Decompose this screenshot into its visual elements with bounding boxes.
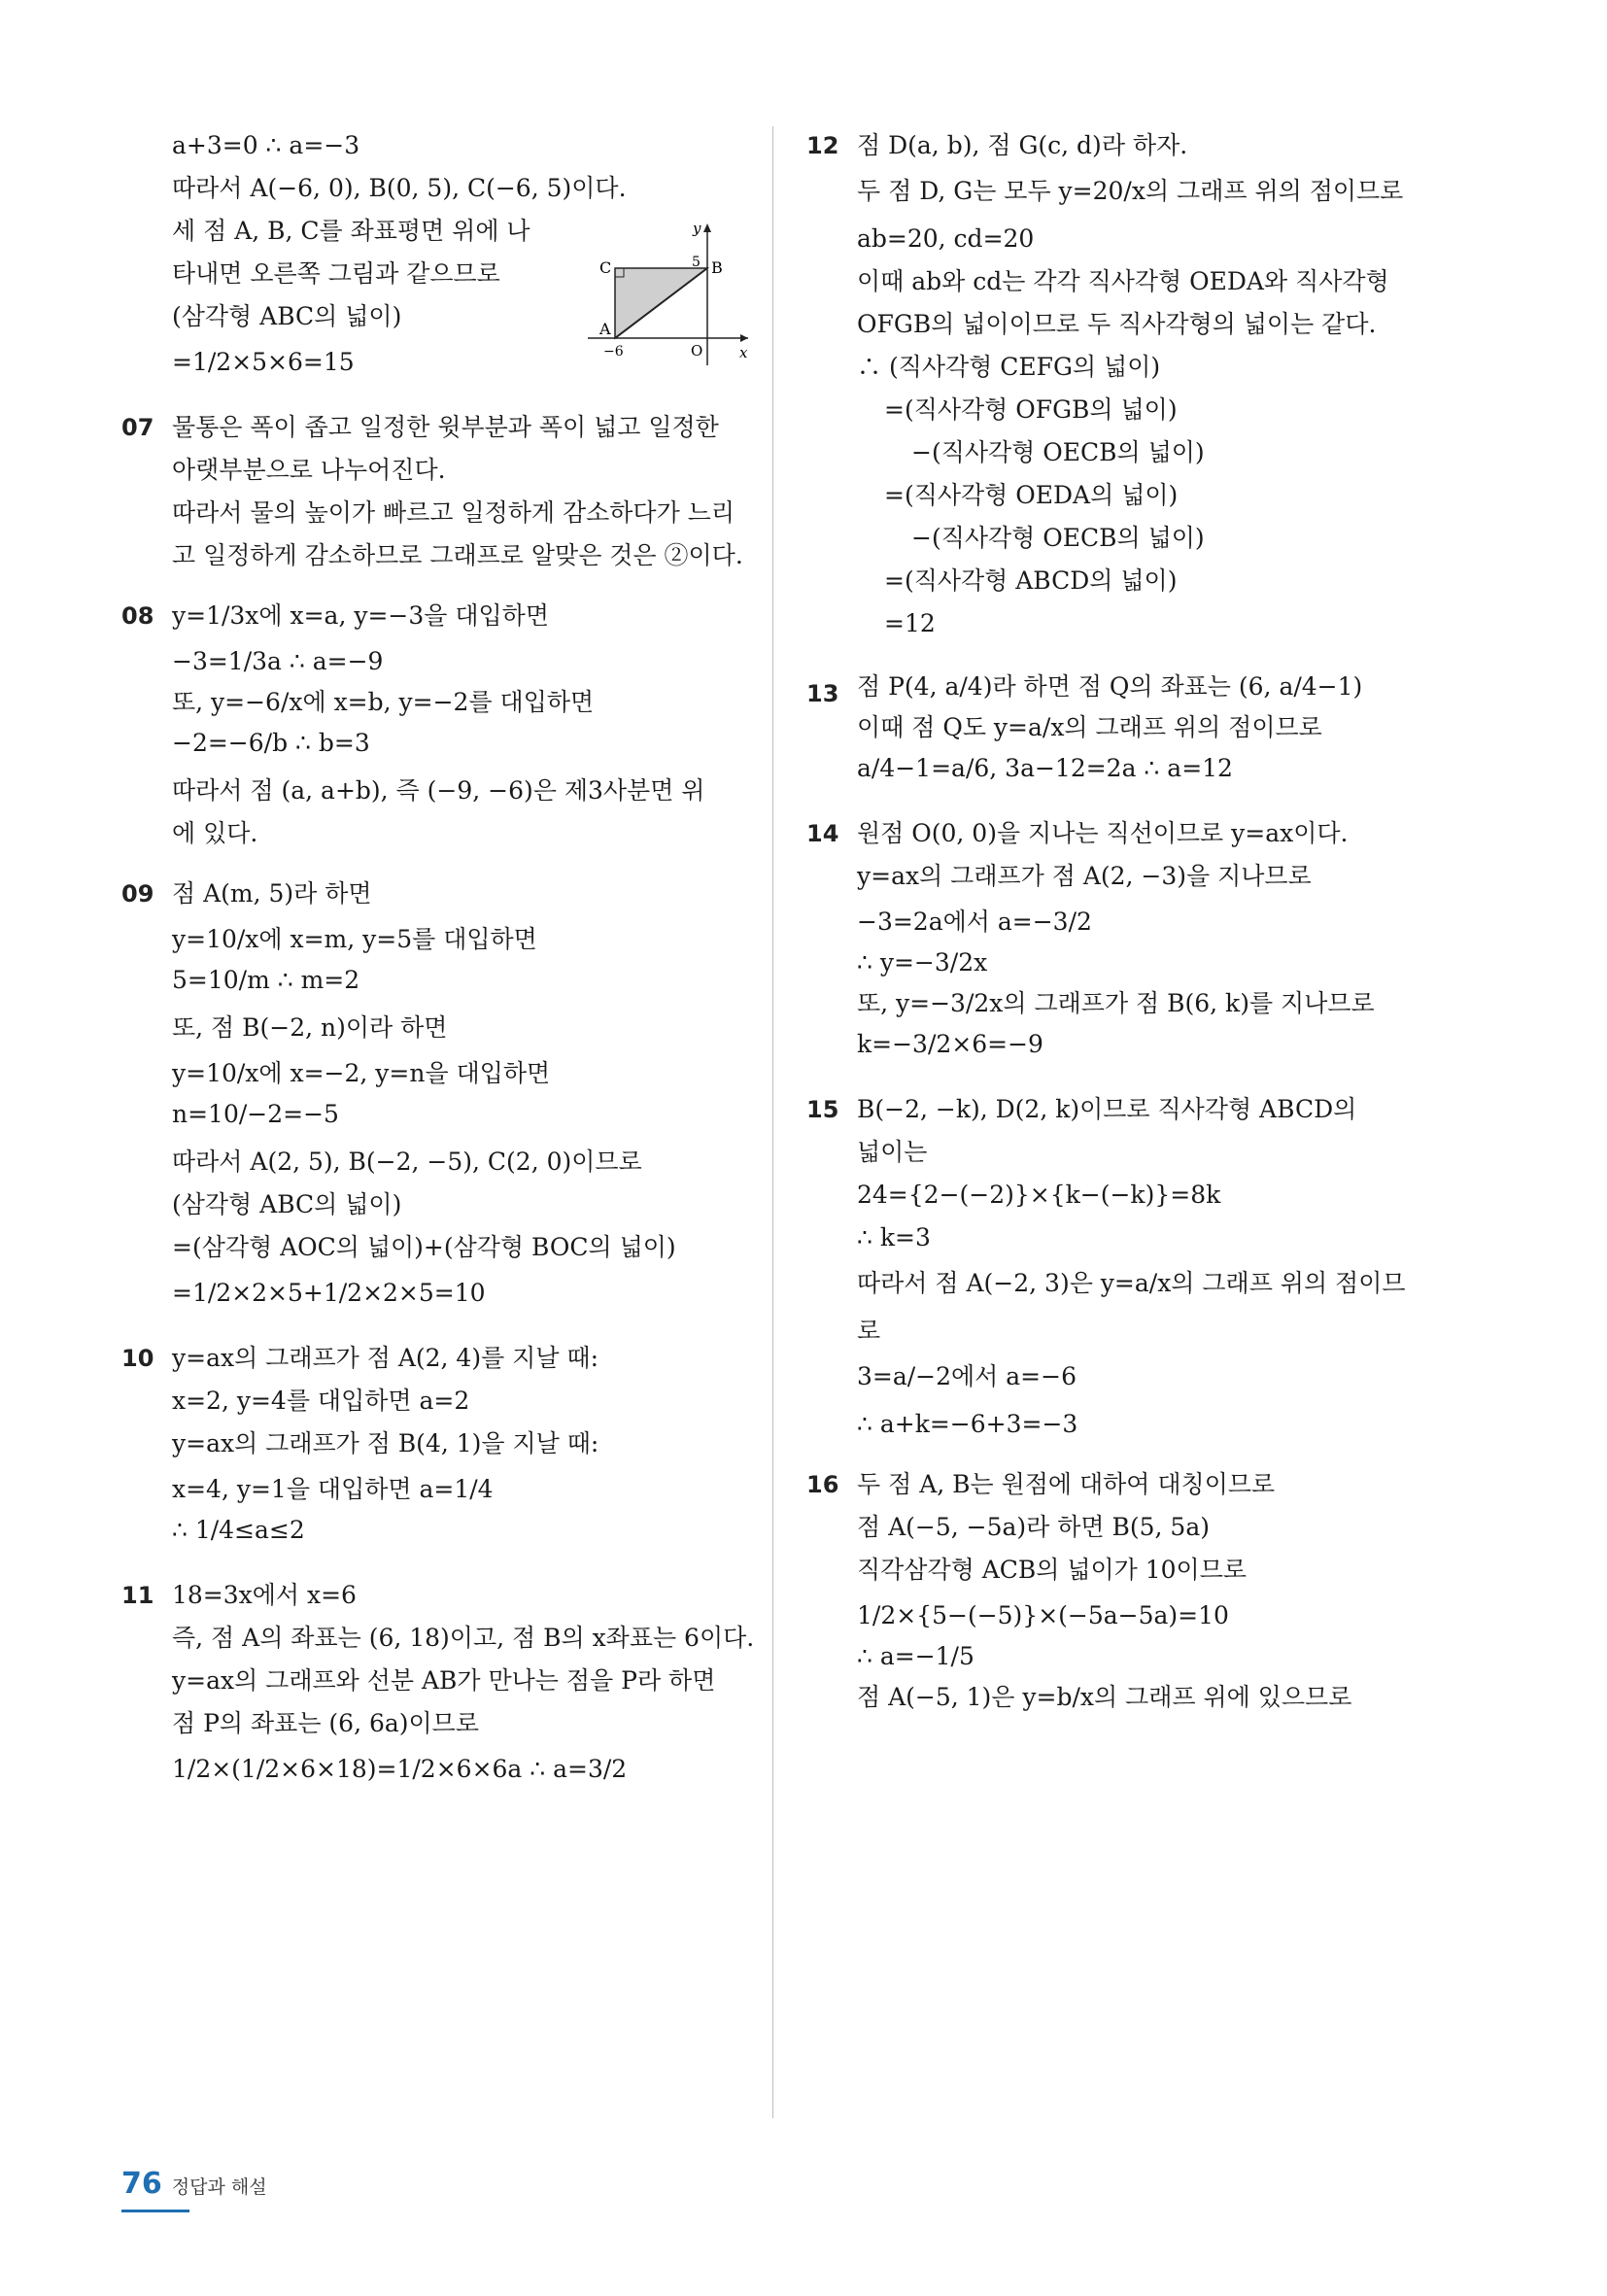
tick-label-neg6: −6 xyxy=(603,344,624,360)
problem-15 xyxy=(806,1088,1448,1446)
solution-line: 점 P의 좌표는 (6, 6a)이므로 xyxy=(172,1709,479,1737)
solution-line: 타내면 오른쪽 그림과 같으므로 xyxy=(172,259,500,288)
y-axis-arrow xyxy=(703,223,711,232)
problem-number: 07 xyxy=(121,414,154,441)
solution-line: y=1/3x에 x=a, y=−3을 대입하면 xyxy=(172,601,549,630)
solution-line: B(−2, −k), D(2, k)이므로 직사각형 ABCD의 xyxy=(857,1095,1357,1123)
solution-line: −(직사각형 OECB의 넓이) xyxy=(911,438,1205,466)
solution-line: 즉, 점 A의 좌표는 (6, 18)이고, 점 B의 x좌표는 6이다. xyxy=(172,1624,755,1652)
solution-line: ∴ a=−1/5 xyxy=(857,1642,974,1670)
page-footer xyxy=(121,2167,267,2201)
solution-line: 점 A(m, 5)라 하면 xyxy=(172,879,372,908)
solution-line: a/4−1=a/6, 3a−12=2a ∴ a=12 xyxy=(857,754,1233,782)
solution-line: 3=a/−2에서 a=−6 xyxy=(857,1362,1077,1390)
solution-line: −2=−6/b ∴ b=3 xyxy=(172,729,370,757)
solution-line: 에 있다. xyxy=(172,819,258,847)
solution-line: 두 점 A, B는 원점에 대하여 대칭이므로 xyxy=(857,1470,1276,1498)
solution-line: −(직사각형 OECB의 넓이) xyxy=(911,524,1205,552)
solution-line: 물통은 폭이 좁고 일정한 윗부분과 폭이 넓고 일정한 xyxy=(172,413,719,441)
column-divider xyxy=(772,126,773,2118)
point-label-a: A xyxy=(599,320,611,338)
solution-line: =1/2×5×6=15 xyxy=(172,348,355,376)
triangle-abc-figure xyxy=(578,222,753,367)
problem-number: 10 xyxy=(121,1345,154,1372)
solution-line: 따라서 점 (a, a+b), 즉 (−9, −6)은 제3사분면 위 xyxy=(172,776,705,805)
solution-line: (삼각형 ABC의 넓이) xyxy=(172,1190,402,1218)
solution-line: ∴ a+k=−6+3=−3 xyxy=(857,1410,1078,1438)
problem-number: 13 xyxy=(806,680,839,707)
right-column xyxy=(806,124,1448,1724)
solution-line: −3=2a에서 a=−3/2 xyxy=(857,908,1092,936)
solution-line: y=10/x에 x=−2, y=n을 대입하면 xyxy=(172,1059,551,1087)
solution-line: y=ax의 그래프가 점 B(4, 1)을 지날 때: xyxy=(172,1429,599,1457)
x-axis-label: x xyxy=(739,344,748,361)
solution-line: 점 D(a, b), 점 G(c, d)라 하자. xyxy=(857,131,1188,159)
solution-line: 로 xyxy=(857,1317,881,1345)
solution-line: 따라서 점 A(−2, 3)은 y=a/x의 그래프 위의 점이므 xyxy=(857,1269,1406,1297)
solution-line: n=10/−2=−5 xyxy=(172,1100,339,1128)
solution-line: ab=20, cd=20 xyxy=(857,224,1035,253)
solution-line: 또, y=−6/x에 x=b, y=−2를 대입하면 xyxy=(172,688,595,716)
solution-line: ∴ y=−3/2x xyxy=(857,948,988,977)
left-column xyxy=(121,124,755,1796)
problem-12 xyxy=(806,124,1448,645)
point-label-b: B xyxy=(711,258,723,277)
problem-09 xyxy=(121,873,743,1308)
solution-line: 점 A(−5, −5a)라 하면 B(5, 5a) xyxy=(857,1513,1210,1541)
solution-line: 따라서 물의 높이가 빠르고 일정하게 감소하다가 느리 xyxy=(172,498,735,527)
solution-line: 넓이는 xyxy=(857,1138,928,1166)
solution-line: ∴ 1/4≤a≤2 xyxy=(172,1516,305,1544)
solution-line: 또, y=−3/2x의 그래프가 점 B(6, k)를 지나므로 xyxy=(857,989,1375,1017)
solution-line: x=2, y=4를 대입하면 a=2 xyxy=(172,1387,470,1415)
solution-line: y=10/x에 x=m, y=5를 대입하면 xyxy=(172,925,537,953)
solution-line: =12 xyxy=(884,609,936,637)
solution-line: y=ax의 그래프와 선분 AB가 만나는 점을 P라 하면 xyxy=(172,1666,716,1695)
solution-line: 24={2−(−2)}×{k−(−k)}=8k xyxy=(857,1181,1221,1209)
solution-line: =1/2×2×5+1/2×2×5=10 xyxy=(172,1279,486,1307)
solution-line: 이때 점 Q도 y=a/x의 그래프 위의 점이므로 xyxy=(857,713,1322,741)
solution-line: k=−3/2×6=−9 xyxy=(857,1030,1043,1058)
problem-16 xyxy=(806,1463,1448,1712)
origin-label: O xyxy=(691,342,703,360)
problem-11 xyxy=(121,1574,755,1784)
solution-line: y=ax의 그래프가 점 A(2, −3)을 지나므로 xyxy=(857,862,1312,890)
solution-line: 18=3x에서 x=6 xyxy=(172,1581,357,1609)
solution-line: 두 점 D, G는 모두 y=20/x의 그래프 위의 점이므로 xyxy=(857,177,1404,205)
tick-label-5: 5 xyxy=(692,255,701,270)
solution-line: 점 P(4, a/4)라 하면 점 Q의 좌표는 (6, a/4−1) xyxy=(857,672,1363,701)
solution-line: −3=1/3a ∴ a=−9 xyxy=(172,647,384,675)
solution-line: =(삼각형 AOC의 넓이)+(삼각형 BOC의 넓이) xyxy=(172,1233,676,1261)
solution-line: 세 점 A, B, C를 좌표평면 위에 나 xyxy=(172,217,530,245)
page-number: 76 xyxy=(121,2167,162,2201)
x-axis-arrow xyxy=(740,334,748,342)
solution-line: =(직사각형 OFGB의 넓이) xyxy=(884,395,1178,424)
problem-14 xyxy=(806,812,1448,1059)
solution-line: 또, 점 B(−2, n)이라 하면 xyxy=(172,1013,448,1042)
problem-number: 14 xyxy=(806,820,839,847)
solution-line: (삼각형 ABC의 넓이) xyxy=(172,302,402,330)
solution-line: 따라서 A(2, 5), B(−2, −5), C(2, 0)이므로 xyxy=(172,1148,642,1176)
solution-line: a+3=0 ∴ a=−3 xyxy=(172,131,360,159)
footer-title: 정답과 해설 xyxy=(171,2176,267,2198)
solution-line: 따라서 A(−6, 0), B(0, 5), C(−6, 5)이다. xyxy=(172,174,627,202)
solution-line: 원점 O(0, 0)을 지나는 직선이므로 y=ax이다. xyxy=(857,819,1349,847)
y-axis-label: y xyxy=(693,222,701,237)
solution-line: ∴ k=3 xyxy=(857,1223,931,1251)
solution-line: 직각삼각형 ACB의 넓이가 10이므로 xyxy=(857,1556,1248,1584)
solution-line: 5=10/m ∴ m=2 xyxy=(172,966,360,994)
problem-number: 11 xyxy=(121,1582,154,1609)
solution-line: =(직사각형 OEDA의 넓이) xyxy=(884,481,1179,509)
solution-line: 1/2×{5−(−5)}×(−5a−5a)=10 xyxy=(857,1601,1229,1629)
solution-line: 이때 ab와 cd는 각각 직사각형 OEDA와 직사각형 xyxy=(857,267,1389,295)
problem-07 xyxy=(121,406,743,577)
solution-line: 아랫부분으로 나누어진다. xyxy=(172,456,446,484)
solution-line: 고 일정하게 감소하므로 그래프로 알맞은 것은 ②이다. xyxy=(172,541,743,569)
solution-line: y=ax의 그래프가 점 A(2, 4)를 지날 때: xyxy=(172,1344,598,1372)
problem-08 xyxy=(121,595,743,855)
solution-line: OFGB의 넓이이므로 두 직사각형의 넓이는 같다. xyxy=(857,310,1377,338)
problem-number: 12 xyxy=(806,132,839,159)
solution-line: =(직사각형 ABCD의 넓이) xyxy=(884,566,1178,595)
problem-number: 15 xyxy=(806,1096,839,1123)
solution-continued xyxy=(121,124,748,377)
solution-line: x=4, y=1을 대입하면 a=1/4 xyxy=(172,1475,494,1503)
footer-rule xyxy=(121,2210,189,2212)
problem-number: 08 xyxy=(121,602,154,630)
problem-number: 16 xyxy=(806,1471,839,1498)
problem-10 xyxy=(121,1337,743,1545)
problem-number: 09 xyxy=(121,880,154,908)
solution-line: 1/2×(1/2×6×18)=1/2×6×6a ∴ a=3/2 xyxy=(172,1755,628,1783)
solution-line: ∴ (직사각형 CEFG의 넓이) xyxy=(857,353,1161,381)
problem-13 xyxy=(806,672,1448,783)
point-label-c: C xyxy=(599,258,612,277)
solution-line: 점 A(−5, 1)은 y=b/x의 그래프 위에 있으므로 xyxy=(857,1683,1352,1711)
